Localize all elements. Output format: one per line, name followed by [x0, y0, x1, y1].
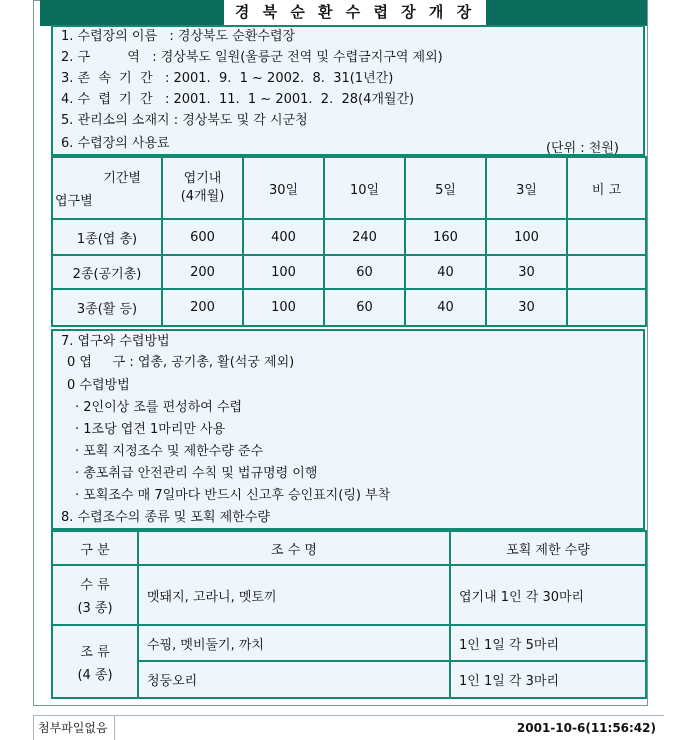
table-row [52, 565, 646, 625]
info-line-duration: 3. 존 속 기 간 : 2001. 9. 1 ~ 2002. 8. 31(1년간) [61, 71, 394, 86]
species-cell: 멧돼지, 고라니, 멧토끼 [138, 565, 450, 625]
list-item: · 1조당 엽견 1마리만 사용 [75, 422, 226, 437]
list-item: · 총포취급 안전관리 수칙 및 법규명령 이행 [75, 466, 318, 481]
post-datetime: 2001-10-6(11:56:42) [516, 721, 656, 735]
category-count: (3 종) [77, 601, 113, 616]
table-row [52, 219, 646, 255]
post-footer [33, 715, 664, 740]
methods-subheading: 0 수렵방법 [67, 378, 130, 393]
fee-cell: 30 [486, 289, 567, 326]
info-line-name: 1. 수렵장의 이름 : 경상북도 순환수렵장 [61, 29, 296, 44]
fee-cell: 160 [405, 219, 486, 255]
header-gear: 엽구별 [55, 194, 93, 209]
col-header: 3일 [486, 157, 567, 219]
limit-cell: 1인 1일 각 5마리 [450, 625, 646, 661]
col-header: 조 수 명 [138, 531, 450, 565]
fee-cell: 200 [162, 289, 243, 326]
list-item: · 포획 지정조수 및 제한수량 준수 [75, 444, 264, 459]
unit-label: (단위 : 천원) [545, 141, 619, 156]
species-cell: 수꿩, 멧비둘기, 까치 [138, 625, 450, 661]
methods-panel [51, 329, 645, 530]
corner-header-cell [52, 157, 162, 219]
fee-cell: 100 [243, 289, 324, 326]
header-period: 기간별 [103, 171, 141, 186]
fee-cell: 200 [162, 255, 243, 289]
list-item: · 포획조수 매 7일마다 반드시 신고후 승인표지(링) 부착 [75, 488, 391, 503]
row-label: 1종(엽 총) [52, 219, 162, 255]
fee-cell: 100 [243, 255, 324, 289]
fee-cell: 30 [486, 255, 567, 289]
methods-heading: 7. 엽구와 수렵방법 [61, 334, 170, 349]
table-row [52, 289, 646, 326]
category-label: 수 류 [80, 578, 110, 593]
info-line-area: 2. 구 역 : 경상북도 일원(울릉군 전역 및 수렵금지구역 제외) [61, 50, 443, 65]
col-header: 비 고 [567, 157, 646, 219]
info-line-fee-heading: 6. 수렵장의 사용료 [61, 136, 170, 151]
limit-cell: 1인 1일 각 3마리 [450, 661, 646, 698]
fee-cell: 40 [405, 289, 486, 326]
attachment-status: 첨부파일없음 [33, 716, 115, 740]
fee-cell: 40 [405, 255, 486, 289]
col-header: 구 분 [52, 531, 138, 565]
info-line-season: 4. 수 렵 기 간 : 2001. 11. 1 ~ 2001. 2. 28(4개월간) [61, 92, 415, 107]
info-line-office: 5. 관리소의 소재지 : 경상북도 및 각 시군청 [61, 113, 308, 128]
fee-table-header [52, 157, 646, 219]
methods-gear: 0 엽 구 : 엽총, 공기총, 활(석궁 제외) [67, 355, 295, 370]
category-cell [52, 625, 138, 698]
page-title: 경 북 순 환 수 렵 장 개 장 [224, 0, 486, 25]
remark-cell [567, 219, 646, 255]
species-table-header [52, 531, 646, 565]
remark-cell [567, 289, 646, 326]
category-cell [52, 565, 138, 625]
fee-cell: 100 [486, 219, 567, 255]
list-item: · 2인이상 조를 편성하여 수렵 [75, 400, 243, 415]
species-cell: 청둥오리 [138, 661, 450, 698]
fee-cell: 400 [243, 219, 324, 255]
species-heading: 8. 수렵조수의 종류 및 포획 제한수량 [61, 510, 270, 525]
col-header: 10일 [324, 157, 405, 219]
table-row [52, 661, 646, 698]
remark-cell [567, 255, 646, 289]
fee-cell: 60 [324, 289, 405, 326]
fee-table [51, 156, 647, 327]
col-header: 30일 [243, 157, 324, 219]
species-table [51, 530, 647, 699]
row-label: 2종(공기총) [52, 255, 162, 289]
info-panel [51, 25, 645, 156]
table-row [52, 255, 646, 289]
fee-cell: 60 [324, 255, 405, 289]
col-header: 5일 [405, 157, 486, 219]
col-header: 포획 제한 수량 [450, 531, 646, 565]
fee-cell: 240 [324, 219, 405, 255]
col-header: 엽기내 (4개월) [162, 157, 243, 219]
limit-cell: 엽기내 1인 각 30마리 [450, 565, 646, 625]
category-count: (4 종) [77, 667, 113, 683]
table-row [52, 625, 646, 661]
fee-cell: 600 [162, 219, 243, 255]
category-label: 조 류 [80, 644, 110, 660]
row-label: 3종(활 등) [52, 289, 162, 326]
